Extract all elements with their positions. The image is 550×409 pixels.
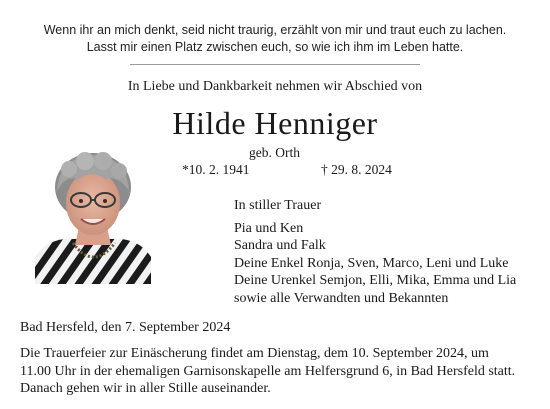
mourner-line: Deine Enkel Ronja, Sven, Marco, Leni und Luke xyxy=(234,255,509,271)
maiden-name: geb. Orth xyxy=(249,145,300,160)
mourner-line: Sandra und Falk xyxy=(234,238,326,254)
mourners-list xyxy=(234,220,516,307)
funeral-notice xyxy=(20,345,540,398)
deceased-name: Hilde Henniger xyxy=(172,105,378,141)
motto-line-1: Wenn ihr an mich denkt, seid nicht traurig, erzählt von mir und traut euch zu lachen. xyxy=(43,23,507,37)
mourners-heading: In stiller Trauer xyxy=(234,198,322,213)
funeral-line: Danach gehen wir in aller Stille auseinander. xyxy=(20,381,271,396)
funeral-line: 11.00 Uhr in der ehemaligen Garnisonskapelle am Helfersgrund 6, in Bad Hersfeld statt. xyxy=(20,363,516,379)
funeral-line: Die Trauerfeier zur Einäscherung findet am Dienstag, dem 10. September 2024, um xyxy=(20,346,489,361)
death-date: † 29. 8. 2024 xyxy=(321,162,392,177)
motto-line-2: Lasst mir einen Platz zwischen euch, so wie ich ihm im Leben hatte. xyxy=(86,40,464,54)
motto xyxy=(0,22,550,56)
portrait-photo xyxy=(35,145,151,284)
mourner-line: sowie alle Verwandten und Bekannten xyxy=(234,290,449,306)
divider xyxy=(130,64,420,65)
place-date: Bad Hersfeld, den 7. September 2024 xyxy=(20,320,231,335)
birth-date: *10. 2. 1941 xyxy=(182,162,250,177)
mourner-line: Pia und Ken xyxy=(234,221,304,236)
intro-text: In Liebe und Dankbarkeit nehmen wir Abschied von xyxy=(127,79,423,94)
mourner-line: Deine Urenkel Semjon, Elli, Mika, Emma und Lia xyxy=(234,273,517,289)
